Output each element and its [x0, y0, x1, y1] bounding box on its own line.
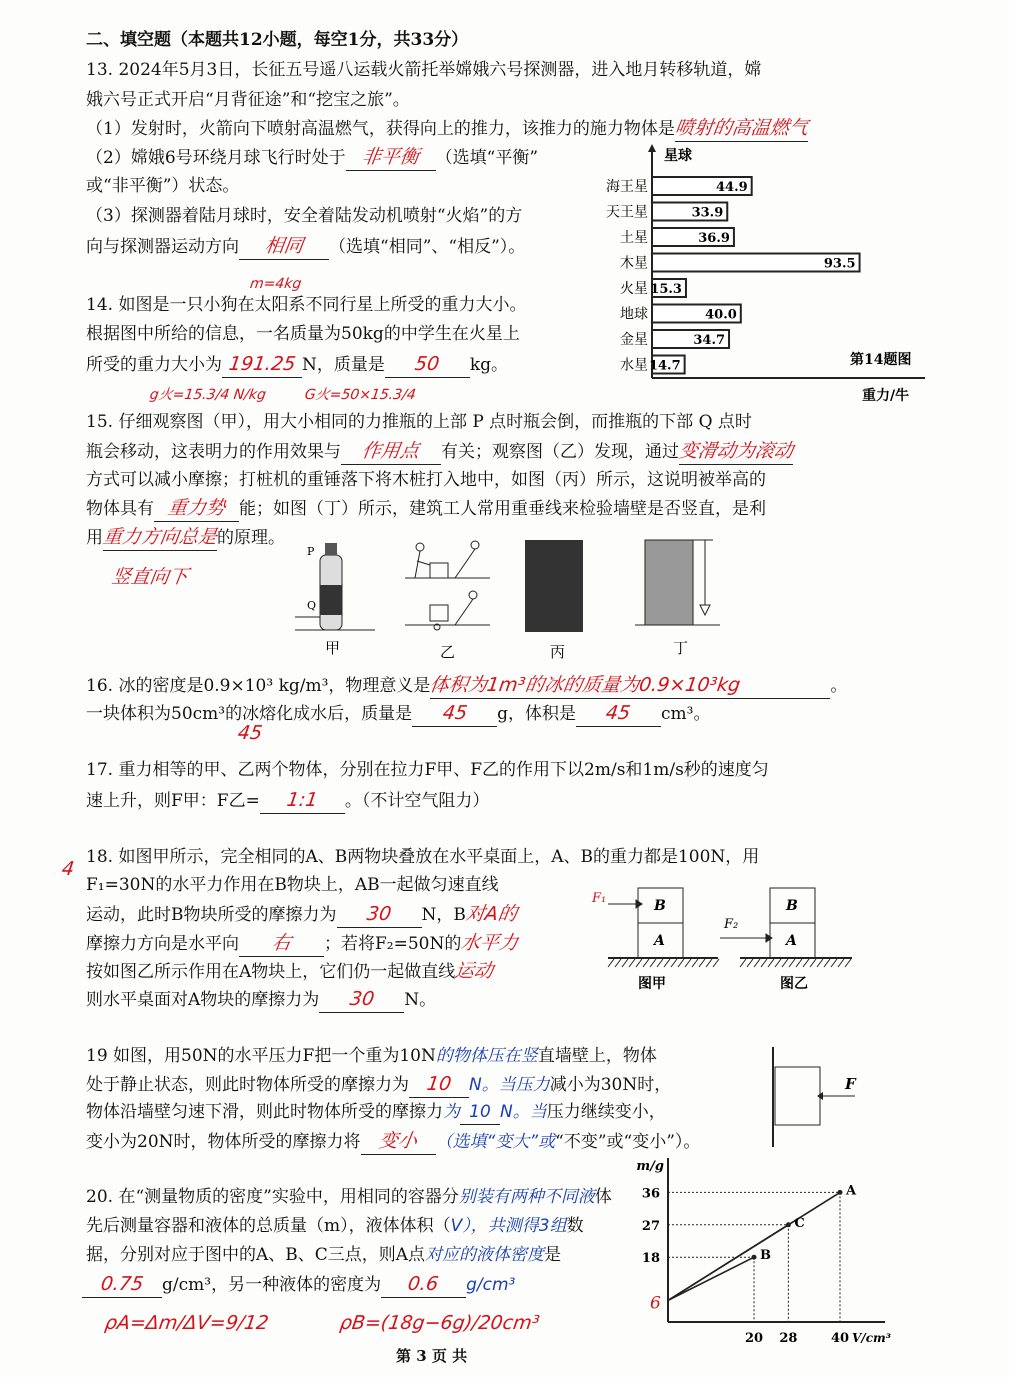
- label-f2: F₂: [724, 917, 739, 932]
- ground-hatch: [706, 959, 712, 967]
- ground-hatch: [643, 959, 649, 967]
- text: 速上升，则F甲：F乙=: [86, 791, 260, 811]
- q18-figures: [590, 880, 860, 995]
- text: 19 如图，用50N的水平压力F把一个重为10N: [86, 1046, 436, 1066]
- q15-figures: [295, 535, 735, 660]
- bar-category: 水星: [620, 357, 648, 374]
- text: 变小为20N时，物体所受的摩擦力将: [86, 1132, 361, 1152]
- ground-hatch: [775, 959, 781, 967]
- answer: 45: [604, 702, 633, 724]
- text: 数: [566, 1216, 584, 1236]
- ground-hatch: [678, 959, 684, 967]
- q17-line: [86, 788, 489, 814]
- q14-line: 14. 如图是一只小狗在太阳系不同行星上所受的重力大小。: [86, 295, 527, 315]
- ground-hatch: [699, 959, 705, 967]
- answer: 30: [348, 988, 376, 1010]
- answer: N。当压力: [469, 1075, 550, 1095]
- answer: 变小: [377, 1130, 419, 1152]
- answer: （选填“变大”或: [435, 1132, 556, 1152]
- answer: 重力势: [166, 497, 227, 519]
- text: 的原理。: [217, 528, 286, 548]
- text: 压力继续变小，: [546, 1102, 666, 1122]
- ground-hatch: [831, 959, 837, 967]
- ground-hatch: [754, 959, 760, 967]
- bar-category: 地球: [620, 306, 648, 323]
- label-p: P: [307, 545, 315, 558]
- bar-value-label: 40.0: [705, 307, 737, 323]
- answer: 右: [270, 932, 293, 954]
- bar-value-label: 36.9: [698, 231, 730, 246]
- q16-line: [86, 701, 710, 727]
- x-tick-label: 28: [779, 1331, 798, 1346]
- answer: 体积为1m³的冰的质量为0.9×10³kg: [428, 674, 743, 696]
- point-label: B: [760, 1248, 771, 1264]
- q20-line: [86, 1214, 584, 1238]
- intercept-label: 6: [650, 1293, 661, 1314]
- q18-line: 18. 如图甲所示，完全相同的A、B两物块叠放在水平桌面上，A、B的重力都是100N，用: [86, 847, 760, 867]
- text: 是: [544, 1245, 562, 1265]
- bar-category: 金星: [620, 332, 648, 348]
- x-axis-label: 重力/牛: [862, 388, 910, 404]
- page-footer: 第 3 页 共: [396, 1347, 468, 1365]
- answer: 水平力: [459, 932, 520, 954]
- label-a: A: [654, 933, 665, 949]
- text: cm³。: [660, 704, 711, 724]
- q15-line: [86, 439, 793, 465]
- x-axis-label: V/cm³: [852, 1331, 891, 1345]
- text: 运动，此时B物块所受的摩擦力为: [86, 905, 337, 925]
- label-f: F: [845, 1075, 856, 1093]
- text: g，体积是: [497, 704, 576, 724]
- bar-category: 海王星: [606, 179, 648, 195]
- bar-category: 木星: [620, 255, 648, 272]
- text: 先后测量容器和液体的总质量（m），液体体积（: [86, 1216, 451, 1236]
- text: （1）发射时，火箭向下喷射高温燃气，获得向上的推力，该推力的施力物体是: [86, 119, 675, 139]
- bar-value-label: 33.9: [691, 205, 724, 221]
- ground-hatch: [782, 959, 788, 967]
- x-tick-label: 20: [744, 1331, 764, 1346]
- y-axis-label: m/g: [636, 1159, 664, 1174]
- figure-bottle: [295, 543, 375, 630]
- fig-label: 丁: [673, 639, 689, 657]
- bar-value-label: 93.5: [823, 256, 856, 272]
- section-heading: 二、填空题（本题共12小题，每空1分，共33分）: [86, 30, 469, 50]
- point-label: C: [794, 1215, 805, 1231]
- answer: 重力方向总是: [101, 526, 219, 548]
- answer: 10: [425, 1073, 453, 1095]
- text: N，质量是: [302, 355, 385, 375]
- chart-title: 第14题图: [850, 352, 912, 368]
- text: （选填“平衡”: [435, 148, 539, 168]
- ground-hatch: [692, 959, 698, 967]
- label-b: B: [654, 898, 666, 914]
- fig-label: 甲: [325, 639, 341, 657]
- answer: 的物体压在竖: [435, 1046, 538, 1066]
- ground-hatch: [629, 959, 635, 967]
- text: 20. 在“测量物质的密度”实验中，用相同的容器分: [86, 1187, 459, 1207]
- bar-value-label: 44.9: [716, 180, 748, 195]
- bar-value-label: 34.7: [693, 333, 726, 348]
- y-tick-label: 27: [641, 1218, 660, 1234]
- figure-pushing-box: [405, 541, 490, 630]
- q19-line: [86, 1129, 700, 1155]
- data-point: [786, 1222, 791, 1227]
- bar-value-label: 14.7: [648, 358, 681, 374]
- answer: 191.25: [227, 353, 297, 375]
- answer: 对A的: [464, 903, 519, 925]
- text: 用: [86, 528, 103, 548]
- text: 。: [830, 676, 848, 696]
- q18-line: [86, 902, 517, 928]
- text: 所受的重力大小为: [86, 355, 222, 375]
- text: 处于静止状态，则此时物体所受的摩擦力为: [86, 1075, 409, 1095]
- text: 瓶会移动，这表明力的作用效果与: [86, 442, 341, 462]
- ground-hatch: [650, 959, 656, 967]
- answer: 0.6: [406, 1273, 441, 1295]
- answer: 运动: [453, 960, 495, 982]
- ground-hatch: [824, 959, 830, 967]
- q18-line: [86, 987, 436, 1013]
- answer: 竖直向下: [110, 566, 190, 588]
- text: N，B: [421, 905, 466, 925]
- handwritten-work: ρA=Δm/ΔV=9/12: [103, 1312, 271, 1334]
- ground-hatch: [608, 959, 614, 967]
- text: N。: [404, 990, 437, 1010]
- answer: 50: [413, 353, 442, 375]
- handwritten-work: g火=15.3/4 N/kg: [148, 387, 268, 403]
- text: （选填“相同”、“相反”）。: [329, 237, 526, 257]
- text: 则水平桌面对A物块的摩擦力为: [86, 990, 320, 1010]
- answer: g/cm³: [466, 1275, 516, 1295]
- ground-hatch: [768, 959, 774, 967]
- ground-hatch: [817, 959, 823, 967]
- y-tick-label: 36: [641, 1186, 660, 1202]
- bar-category: 天王星: [606, 204, 648, 221]
- ground-hatch: [622, 959, 628, 967]
- ground-hatch: [796, 959, 802, 967]
- ground-hatch: [845, 959, 851, 967]
- text: 一块体积为50cm³的冰熔化成水后，质量是: [86, 704, 413, 724]
- text: 有关；观察图（乙）发现，通过: [441, 442, 679, 462]
- ground-hatch: [657, 959, 663, 967]
- answer: 30: [365, 903, 393, 925]
- bar-category: 土星: [620, 230, 648, 246]
- handwritten-note: 45: [236, 722, 264, 744]
- q15-line: [86, 496, 766, 522]
- q19-line: [86, 1072, 671, 1098]
- answer: N。当: [500, 1102, 547, 1122]
- q14-line: 根据图中所给的信息，一名质量为50kg的中学生在火星上: [86, 324, 520, 344]
- answer: 别装有两种不同液: [458, 1187, 595, 1207]
- y-axis-arrow: [648, 144, 656, 152]
- text: 体: [594, 1187, 612, 1207]
- caption: 图乙: [780, 976, 808, 992]
- answer: 10: [469, 1102, 491, 1122]
- ground-hatch: [789, 959, 795, 967]
- answer: 1:1: [285, 789, 320, 811]
- answer: 喷射的高温燃气: [673, 117, 810, 139]
- text: g/cm³，另一种液体的密度为: [162, 1275, 382, 1295]
- text: kg。: [469, 355, 509, 375]
- handwritten-work: ρB=(18g−6g)/20cm³: [338, 1312, 541, 1334]
- bar-value-label: 15.3: [650, 282, 682, 297]
- text: 摩擦力方向是水平向: [86, 934, 239, 954]
- x-tick-label: 40: [830, 1331, 850, 1346]
- ground-hatch: [747, 959, 753, 967]
- ground-hatch: [810, 959, 816, 967]
- q17-line: 17. 重力相等的甲、乙两个物体，分别在拉力F甲、F乙的作用下以2m/s和1m/s秒的速度匀: [86, 760, 769, 780]
- bar-category: 火星: [620, 281, 648, 297]
- q13-line: （3）探测器着陆月球时，安全着陆发动机喷射“火焰”的方: [86, 206, 523, 226]
- answer: 为: [443, 1102, 460, 1122]
- text: “不变”或“变小”）。: [555, 1132, 701, 1152]
- q13-line: 娥六号正式开启“月背征途”和“挖宝之旅”。: [86, 90, 410, 110]
- text: 直墙壁上，物体: [537, 1046, 657, 1066]
- q15-line: 15. 仔细观察图（甲），用大小相同的力推瓶的上部 P 点时瓶会倒，而推瓶的下部 Q 点时: [86, 412, 752, 432]
- y-tick-label: 18: [641, 1251, 660, 1267]
- text: 物体沿墙壁匀速下滑，则此时物体所受的摩擦力: [86, 1102, 443, 1122]
- text: 物体具有: [86, 499, 154, 519]
- handwritten-work: G火=50×15.3/4: [303, 387, 417, 403]
- text: 能；如图（丁）所示，建筑工人常用重垂线来检验墙壁是否竖直，是利: [239, 499, 766, 519]
- q19-line: [86, 1044, 657, 1068]
- handwritten-note: m=4kg: [248, 276, 303, 292]
- q13-part2: [86, 145, 538, 171]
- point-label: A: [846, 1183, 857, 1199]
- caption: 图甲: [638, 976, 666, 992]
- answer: 变滑动为滚动: [677, 440, 795, 462]
- label-b: B: [786, 898, 798, 914]
- planet-gravity-bar-chart: [590, 140, 930, 410]
- text: 16. 冰的密度是0.9×10³ kg/m³，物理意义是: [86, 676, 431, 696]
- fig-label: 乙: [440, 643, 456, 660]
- q20-line: [86, 1185, 612, 1209]
- ground-hatch: [685, 959, 691, 967]
- ground-hatch: [803, 959, 809, 967]
- label-a: A: [786, 933, 797, 949]
- ground-hatch: [838, 959, 844, 967]
- q19-figure: [765, 1045, 865, 1150]
- ground-hatch: [740, 959, 746, 967]
- q18-line: [86, 931, 518, 957]
- q16-line: [86, 673, 847, 699]
- answer: 非平衡: [360, 146, 421, 168]
- data-point: [752, 1255, 757, 1260]
- q20-line: [82, 1272, 515, 1298]
- grading-mark: 4: [60, 858, 76, 880]
- q15-line: [86, 525, 285, 551]
- text: 据，分别对应于图中的A、B、C三点，则A点: [86, 1245, 426, 1265]
- q13-part3: [86, 234, 525, 260]
- answer: 45: [440, 702, 469, 724]
- q18-line: F₁=30N的水平力作用在B物块上，AB一起做匀速直线: [86, 875, 499, 895]
- mass-volume-graph: [620, 1150, 900, 1350]
- data-point: [838, 1190, 843, 1195]
- text: 按如图乙所示作用在A物块上，它们仍一起做直线: [86, 962, 456, 982]
- answer: V），共测得3组: [450, 1216, 567, 1236]
- answer: 作用点: [360, 440, 422, 462]
- label-q: Q: [307, 599, 317, 612]
- ground-hatch: [671, 959, 677, 967]
- ground-hatch: [615, 959, 621, 967]
- text: 向与探测器运动方向: [86, 237, 239, 257]
- q18-line: [86, 959, 493, 984]
- text: ；若将F₂=50N的: [324, 934, 462, 954]
- ground-hatch: [664, 959, 670, 967]
- label-f1: F₁: [592, 891, 607, 906]
- answer: 相同: [263, 235, 305, 257]
- q15-line: 方式可以减小摩擦；打桩机的重锤落下将木桩打入地中，如图（丙）所示，这说明被举高的: [86, 470, 766, 490]
- text: 。（不计空气阻力）: [344, 791, 490, 811]
- answer: 0.75: [99, 1273, 145, 1295]
- ground-hatch: [761, 959, 767, 967]
- series-line: [668, 1257, 754, 1300]
- figure-plumb-line: [635, 540, 720, 625]
- q20-line: [86, 1243, 561, 1267]
- q14-line: [86, 352, 508, 378]
- fig-label: 丙: [550, 643, 566, 660]
- q13-part1: [86, 116, 808, 142]
- q19-line: [86, 1100, 666, 1125]
- text: 减小为30N时，: [549, 1075, 672, 1095]
- q13-line: 或“非平衡”）状态。: [86, 176, 240, 196]
- answer: 对应的液体密度: [425, 1245, 545, 1265]
- figure-pile-driver: [525, 540, 583, 632]
- text: （2）嫦娥6号环绕月球飞行时处于: [86, 148, 346, 168]
- y-axis-label: 星球: [664, 148, 692, 164]
- ground-hatch: [713, 959, 719, 967]
- ground-hatch: [636, 959, 642, 967]
- q13-line: 13. 2024年5月3日，长征五号遥八运载火箭托举嫦娥六号探测器，进入地月转移轨道，嫦: [86, 60, 762, 80]
